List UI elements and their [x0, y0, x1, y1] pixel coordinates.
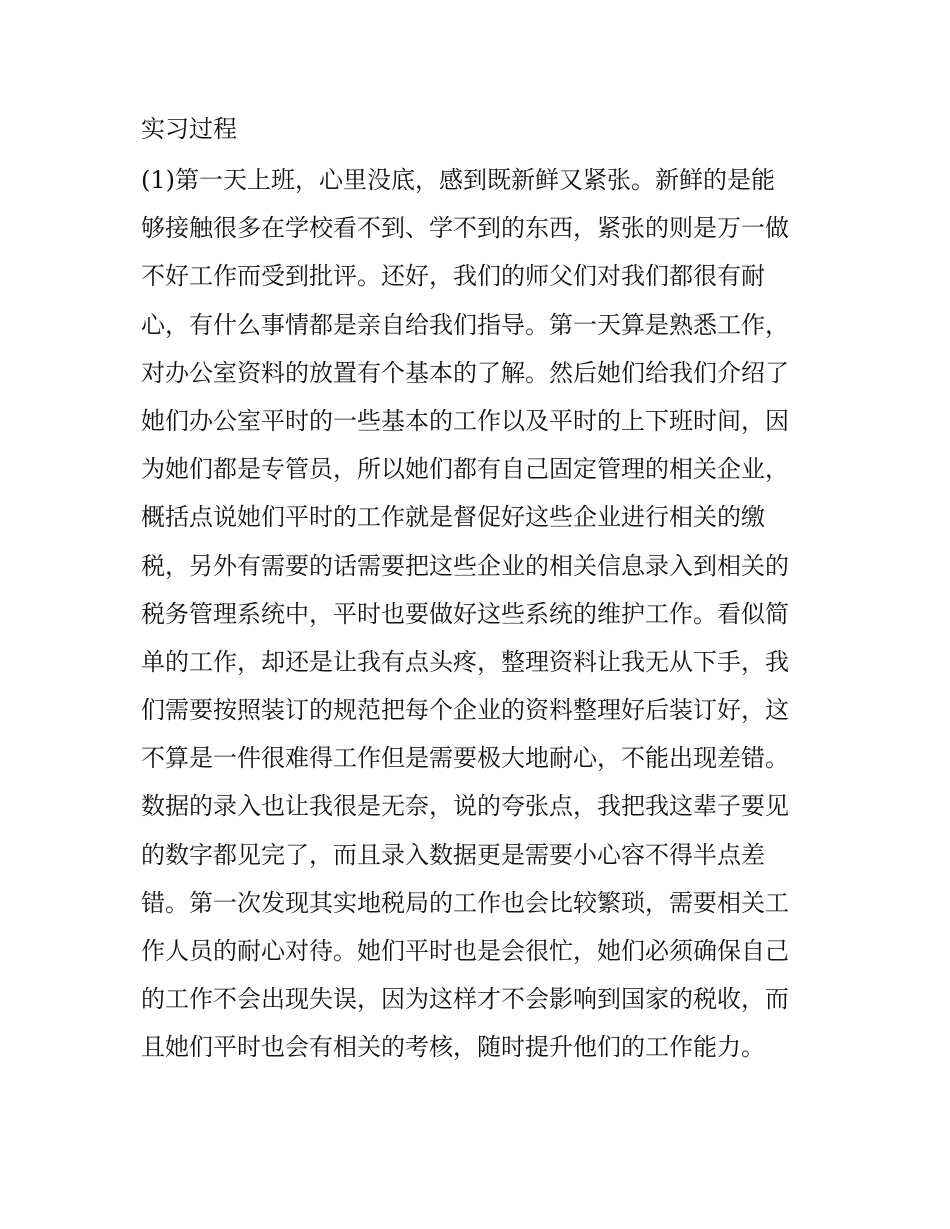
- paragraph-line: 税务管理系统中，平时也要做好这些系统的维护工作。看似简: [141, 599, 789, 628]
- paragraph-line: 且她们平时也会有相关的考核，随时提升他们的工作能力。: [141, 1033, 765, 1062]
- paragraph-line: 们需要按照装订的规范把每个企业的资料整理好后装订好，这: [141, 696, 789, 725]
- paragraph-line: 为她们都是专管员，所以她们都有自己固定管理的相关企业，: [141, 455, 789, 484]
- paragraph-line: 概括点说她们平时的工作就是督促好这些企业进行相关的缴: [141, 503, 765, 532]
- paragraph-line: 的工作不会出现失误，因为这样才不会影响到国家的税收，而: [141, 985, 789, 1014]
- paragraph-line: 的数字都见完了，而且录入数据更是需要小心容不得半点差: [141, 840, 765, 869]
- paragraph-line: 够接触很多在学校看不到、学不到的东西，紧张的则是万一做: [141, 214, 789, 243]
- paragraph-line: 单的工作，却还是让我有点头疼，整理资料让我无从下手，我: [141, 647, 789, 676]
- paragraph-line: 不算是一件很难得工作但是需要极大地耐心，不能出现差错。: [141, 744, 789, 773]
- paragraph-line: 税，另外有需要的话需要把这些企业的相关信息录入到相关的: [141, 551, 789, 580]
- paragraph-line: 她们办公室平时的一些基本的工作以及平时的上下班时间，因: [141, 406, 789, 435]
- section-heading: 实习过程: [141, 115, 237, 143]
- paragraph-line: (1)第一天上班，心里没底，感到既新鲜又紧张。新鲜的是能: [141, 166, 775, 194]
- paragraph-body: [141, 162, 821, 1078]
- paragraph-line: 数据的录入也让我很是无奈，说的夸张点，我把我这辈子要见: [141, 792, 789, 821]
- paragraph-line: 作人员的耐心对待。她们平时也是会很忙，她们必须确保自己: [141, 937, 789, 965]
- paragraph-line: 错。第一次发现其实地税局的工作也会比较繁琐，需要相关工: [141, 888, 789, 917]
- paragraph-line: 对办公室资料的放置有个基本的了解。然后她们给我们介绍了: [141, 358, 789, 387]
- paragraph-line: 不好工作而受到批评。还好，我们的师父们对我们都很有耐: [141, 262, 765, 291]
- paragraph-line: 心，有什么事情都是亲自给我们指导。第一天算是熟悉工作，: [141, 310, 789, 339]
